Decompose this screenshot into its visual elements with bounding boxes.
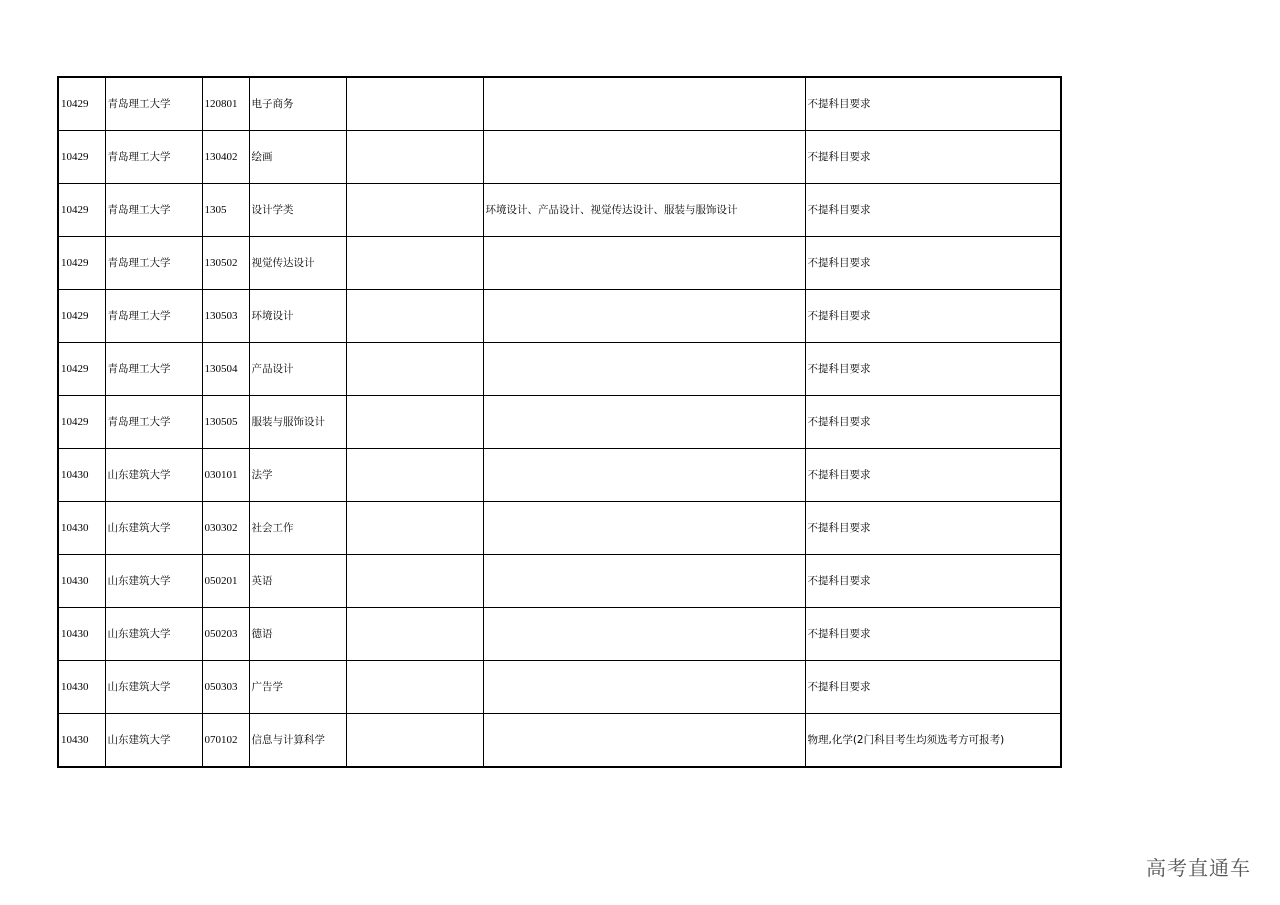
major-name-cell: 产品设计 [249, 343, 346, 396]
included-majors-cell [483, 396, 805, 449]
major-code-cell: 130402 [202, 131, 249, 184]
subject-requirement-cell: 不提科目要求 [805, 502, 1061, 555]
school-name-cell: 青岛理工大学 [105, 396, 202, 449]
included-majors-cell [483, 714, 805, 768]
included-majors-cell [483, 237, 805, 290]
subject-requirement-cell: 不提科目要求 [805, 555, 1061, 608]
included-majors-cell [483, 555, 805, 608]
school-name-cell: 山东建筑大学 [105, 555, 202, 608]
subject-requirement-cell: 不提科目要求 [805, 237, 1061, 290]
empty-cell [346, 714, 483, 768]
included-majors-cell [483, 608, 805, 661]
school-code-cell: 10430 [58, 555, 105, 608]
major-name-cell: 法学 [249, 449, 346, 502]
school-name-cell: 青岛理工大学 [105, 77, 202, 131]
subject-requirement-cell: 不提科目要求 [805, 343, 1061, 396]
empty-cell [346, 237, 483, 290]
school-code-cell: 10429 [58, 237, 105, 290]
table-row [58, 396, 1061, 449]
subject-requirement-cell: 不提科目要求 [805, 608, 1061, 661]
school-code-cell: 10430 [58, 661, 105, 714]
major-name-cell: 设计学类 [249, 184, 346, 237]
major-name-cell: 广告学 [249, 661, 346, 714]
school-name-cell: 山东建筑大学 [105, 502, 202, 555]
major-name-cell: 绘画 [249, 131, 346, 184]
included-majors-cell: 环境设计、产品设计、视觉传达设计、服装与服饰设计 [483, 184, 805, 237]
school-name-cell: 山东建筑大学 [105, 714, 202, 768]
major-name-cell: 环境设计 [249, 290, 346, 343]
empty-cell [346, 77, 483, 131]
school-code-cell: 10429 [58, 184, 105, 237]
watermark-logo-text: 高考直通车 [1146, 856, 1251, 880]
major-code-cell: 130504 [202, 343, 249, 396]
subject-requirement-cell: 不提科目要求 [805, 396, 1061, 449]
table-row [58, 449, 1061, 502]
major-code-cell: 130503 [202, 290, 249, 343]
included-majors-cell [483, 502, 805, 555]
school-code-cell: 10429 [58, 343, 105, 396]
table-row [58, 502, 1061, 555]
empty-cell [346, 449, 483, 502]
empty-cell [346, 555, 483, 608]
empty-cell [346, 343, 483, 396]
major-name-cell: 英语 [249, 555, 346, 608]
table-row [58, 237, 1061, 290]
empty-cell [346, 184, 483, 237]
table-row [58, 184, 1061, 237]
school-code-cell: 10429 [58, 290, 105, 343]
empty-cell [346, 131, 483, 184]
school-code-cell: 10430 [58, 714, 105, 768]
school-name-cell: 青岛理工大学 [105, 343, 202, 396]
major-code-cell: 130502 [202, 237, 249, 290]
table-row [58, 77, 1061, 131]
included-majors-cell [483, 290, 805, 343]
table-row [58, 290, 1061, 343]
subject-requirement-cell: 不提科目要求 [805, 131, 1061, 184]
major-code-cell: 130505 [202, 396, 249, 449]
empty-cell [346, 608, 483, 661]
included-majors-cell [483, 131, 805, 184]
subject-requirement-cell: 不提科目要求 [805, 661, 1061, 714]
major-code-cell: 050203 [202, 608, 249, 661]
empty-cell [346, 396, 483, 449]
subject-requirement-cell: 不提科目要求 [805, 77, 1061, 131]
subject-requirement-cell: 物理,化学(2门科目考生均须选考方可报考) [805, 714, 1061, 768]
table-body [58, 77, 1061, 767]
school-name-cell: 山东建筑大学 [105, 449, 202, 502]
major-code-cell: 070102 [202, 714, 249, 768]
major-name-cell: 社会工作 [249, 502, 346, 555]
admission-subject-table [57, 76, 1062, 768]
included-majors-cell [483, 343, 805, 396]
table-row [58, 131, 1061, 184]
school-code-cell: 10429 [58, 396, 105, 449]
school-name-cell: 青岛理工大学 [105, 184, 202, 237]
included-majors-cell [483, 449, 805, 502]
school-code-cell: 10430 [58, 449, 105, 502]
empty-cell [346, 290, 483, 343]
empty-cell [346, 661, 483, 714]
table-row [58, 661, 1061, 714]
included-majors-cell [483, 661, 805, 714]
school-code-cell: 10430 [58, 502, 105, 555]
major-name-cell: 电子商务 [249, 77, 346, 131]
table-row [58, 343, 1061, 396]
school-name-cell: 青岛理工大学 [105, 131, 202, 184]
major-code-cell: 050303 [202, 661, 249, 714]
major-code-cell: 120801 [202, 77, 249, 131]
empty-cell [346, 502, 483, 555]
table-row [58, 714, 1061, 768]
major-code-cell: 1305 [202, 184, 249, 237]
major-code-cell: 030302 [202, 502, 249, 555]
major-name-cell: 信息与计算科学 [249, 714, 346, 768]
school-name-cell: 青岛理工大学 [105, 237, 202, 290]
subject-requirement-cell: 不提科目要求 [805, 449, 1061, 502]
subject-requirement-cell: 不提科目要求 [805, 184, 1061, 237]
school-name-cell: 山东建筑大学 [105, 661, 202, 714]
major-code-cell: 030101 [202, 449, 249, 502]
school-code-cell: 10429 [58, 131, 105, 184]
included-majors-cell [483, 77, 805, 131]
major-name-cell: 视觉传达设计 [249, 237, 346, 290]
major-name-cell: 德语 [249, 608, 346, 661]
school-code-cell: 10429 [58, 77, 105, 131]
major-code-cell: 050201 [202, 555, 249, 608]
school-name-cell: 青岛理工大学 [105, 290, 202, 343]
major-name-cell: 服装与服饰设计 [249, 396, 346, 449]
table-row [58, 608, 1061, 661]
school-code-cell: 10430 [58, 608, 105, 661]
school-name-cell: 山东建筑大学 [105, 608, 202, 661]
subject-requirement-cell: 不提科目要求 [805, 290, 1061, 343]
table-row [58, 555, 1061, 608]
